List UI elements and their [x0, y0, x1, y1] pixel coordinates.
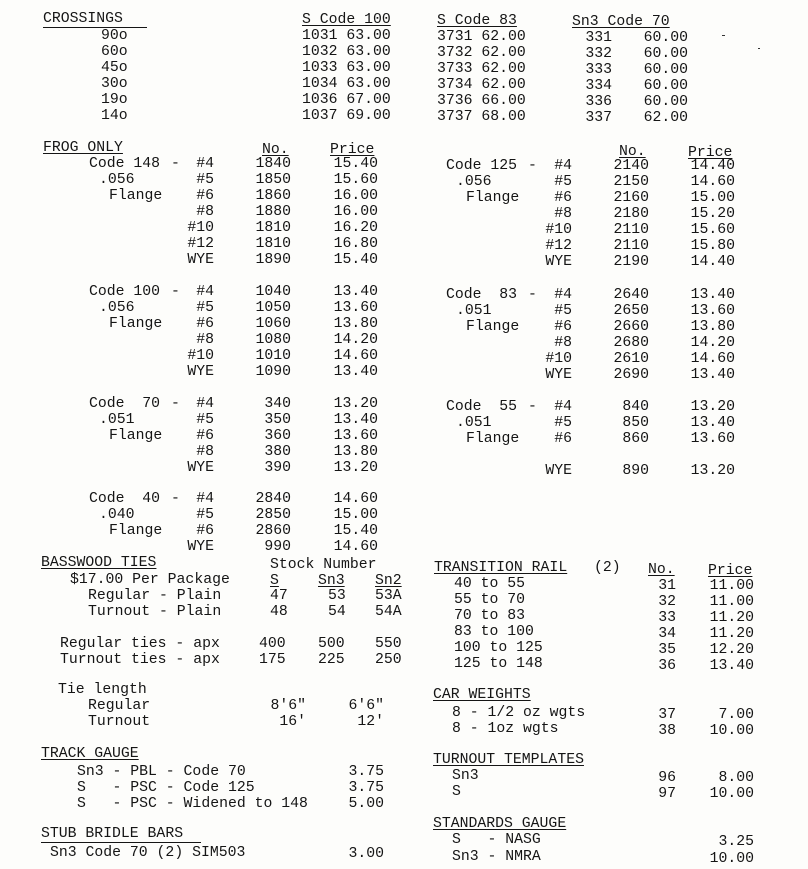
basswood-col-sn3: Sn3 [318, 573, 345, 589]
stub-bridle-title-underline [41, 842, 201, 843]
frog-number: #5 [196, 172, 214, 188]
transition-number: 36 [658, 658, 676, 674]
frog-left-price-header: Price [330, 142, 375, 158]
frog-stock-number: 1060 [255, 316, 291, 332]
transition-label: 70 to 83 [454, 608, 526, 624]
crossings-title-underline [43, 27, 147, 28]
frog-price: 14.20 [333, 332, 378, 348]
tie-count-label: Turnout ties - apx [60, 652, 220, 668]
frog-stock-number: 350 [264, 412, 291, 428]
frog-price: 14.40 [690, 158, 735, 174]
frog-dash: - [528, 287, 537, 303]
frog-price: 13.40 [333, 364, 378, 380]
standards-gauge-price: 3.25 [718, 834, 754, 850]
crossing-angle: 14o [101, 108, 128, 124]
frog-gauge: .051 [456, 415, 492, 431]
frog-number: WYE [187, 460, 214, 476]
crossings-title: CROSSINGS [43, 11, 123, 27]
frog-price: 13.20 [333, 396, 378, 412]
frog-number: #8 [554, 335, 572, 351]
frog-price: 15.60 [690, 222, 735, 238]
frog-flange: Flange [109, 188, 163, 204]
frog-price: 13.20 [690, 399, 735, 415]
frog-number: #10 [187, 348, 214, 364]
frog-price: 14.40 [690, 254, 735, 270]
frog-price: 13.20 [333, 460, 378, 476]
tie-length-s: 8'6" [270, 698, 306, 714]
frog-number: #4 [554, 287, 572, 303]
frog-price: 13.40 [690, 415, 735, 431]
frog-number: #8 [554, 206, 572, 222]
tie-length-row-label: Regular [88, 698, 151, 714]
frog-number: WYE [187, 539, 214, 555]
frog-number: #12 [187, 236, 214, 252]
frog-price: 15.40 [333, 156, 378, 172]
crossing-s100-value: 1032 63.00 [302, 44, 391, 60]
frog-code: Code 55 [446, 399, 518, 415]
frog-stock-number: 1040 [255, 284, 291, 300]
frog-right-price-header: Price [688, 145, 733, 161]
basswood-s-number: 48 [270, 604, 288, 620]
transition-label: 125 to 148 [454, 656, 543, 672]
template-price: 8.00 [718, 770, 754, 786]
crossing-sn3-number: 332 [585, 46, 612, 62]
frog-number: #6 [196, 316, 214, 332]
frog-code: Code 148 [89, 156, 161, 172]
frog-number: #10 [545, 222, 572, 238]
crossing-s83-value: 3734 62.00 [437, 77, 526, 93]
frog-stock-number: 1880 [255, 204, 291, 220]
basswood-col-sn2: Sn2 [375, 573, 402, 589]
crossing-sn3-number: 336 [585, 94, 612, 110]
frog-stock-number: 1010 [255, 348, 291, 364]
basswood-s-number: 47 [270, 588, 288, 604]
track-gauge-price: 3.75 [348, 780, 384, 796]
crossing-angle: 19o [101, 92, 128, 108]
frog-stock-number: 850 [622, 415, 649, 431]
crossing-sn3-price: 60.00 [643, 46, 688, 62]
tie-count-sn2: 250 [375, 652, 402, 668]
template-label: Sn3 [452, 768, 479, 784]
standards-gauge-label: S - NASG [452, 832, 541, 848]
crossing-s83-value: 3732 62.00 [437, 45, 526, 61]
track-gauge-label: Sn3 - PBL - Code 70 [77, 764, 246, 780]
frog-stock-number: 2140 [613, 158, 649, 174]
frog-number: #12 [545, 238, 572, 254]
basswood-sn3-number: 54 [328, 604, 346, 620]
frog-stock-number: 2110 [613, 238, 649, 254]
frog-price: 16.20 [333, 220, 378, 236]
frog-price: 14.60 [690, 351, 735, 367]
crossing-angle: 60o [101, 44, 128, 60]
crossing-angle: 90o [101, 28, 128, 44]
basswood-row-label: Turnout - Plain [88, 604, 222, 620]
tie-count-sn3: 225 [318, 652, 345, 668]
frog-price: 15.00 [333, 507, 378, 523]
transition-price: 11.20 [709, 610, 754, 626]
tie-count-sn2: 550 [375, 636, 402, 652]
transition-number: 35 [658, 642, 676, 658]
transition-number: 32 [658, 594, 676, 610]
frog-stock-number: 2660 [613, 319, 649, 335]
crossing-sn3-number: 333 [585, 62, 612, 78]
frog-number: #4 [196, 284, 214, 300]
frog-number: #6 [554, 319, 572, 335]
frog-price: 14.60 [333, 348, 378, 364]
basswood-sn3-number: 53 [328, 588, 346, 604]
transition-title: TRANSITION RAIL [434, 560, 568, 576]
standards-gauge-label: Sn3 - NMRA [452, 849, 541, 865]
frog-dash: - [171, 396, 180, 412]
track-gauge-price: 5.00 [348, 796, 384, 812]
frog-number: #5 [554, 174, 572, 190]
transition-price: 11.00 [709, 594, 754, 610]
frog-gauge: .051 [456, 303, 492, 319]
basswood-sn2-number: 54A [375, 604, 402, 620]
basswood-sn2-number: 53A [375, 588, 402, 604]
frog-stock-number: 860 [622, 431, 649, 447]
frog-number: #4 [554, 399, 572, 415]
frog-number: WYE [545, 254, 572, 270]
template-price: 10.00 [709, 786, 754, 802]
frog-price: 13.40 [690, 367, 735, 383]
crossing-s83-value: 3736 66.00 [437, 93, 526, 109]
crossing-sn3-price: 60.00 [643, 62, 688, 78]
basswood-col-s: S [270, 573, 279, 589]
frog-stock-number: 840 [622, 399, 649, 415]
crossing-s100-value: 1034 63.00 [302, 76, 391, 92]
frog-price: 14.60 [333, 539, 378, 555]
frog-number: #5 [196, 507, 214, 523]
frog-price: 16.00 [333, 188, 378, 204]
frog-price: 13.80 [333, 444, 378, 460]
frog-number: #6 [554, 431, 572, 447]
frog-price: 15.40 [333, 523, 378, 539]
frog-left-no-header: No. [262, 142, 289, 158]
frog-number: #6 [196, 188, 214, 204]
frog-stock-number: 1890 [255, 252, 291, 268]
frog-only-title: FROG ONLY [43, 140, 123, 156]
frog-stock-number: 2650 [613, 303, 649, 319]
car-weight-number: 38 [658, 723, 676, 739]
frog-stock-number: 2610 [613, 351, 649, 367]
frog-code: Code 100 [89, 284, 161, 300]
car-weight-label: 8 - 1oz wgts [452, 721, 559, 737]
crossing-sn3-price: 60.00 [643, 78, 688, 94]
frog-number: WYE [187, 364, 214, 380]
scan-speck [722, 35, 725, 36]
frog-price: 15.40 [333, 252, 378, 268]
frog-stock-number: 2690 [613, 367, 649, 383]
tie-length-sn3: 6'6" [348, 698, 384, 714]
frog-gauge: .040 [99, 507, 135, 523]
standards-gauge-title: STANDARDS GAUGE [433, 816, 567, 832]
track-gauge-title: TRACK GAUGE [41, 746, 139, 762]
crossing-s83-value: 3733 62.00 [437, 61, 526, 77]
transition-price: 11.20 [709, 626, 754, 642]
frog-stock-number: 360 [264, 428, 291, 444]
transition-price-header: Price [708, 563, 753, 579]
frog-price: 15.00 [690, 190, 735, 206]
frog-number: #8 [196, 204, 214, 220]
frog-price: 13.60 [690, 431, 735, 447]
frog-stock-number: 1850 [255, 172, 291, 188]
frog-price: 13.80 [333, 316, 378, 332]
frog-number: #10 [187, 220, 214, 236]
tie-count-sn3: 500 [318, 636, 345, 652]
car-weight-label: 8 - 1/2 oz wgts [452, 705, 586, 721]
frog-stock-number: 1860 [255, 188, 291, 204]
frog-flange: Flange [466, 319, 520, 335]
frog-price: 16.00 [333, 204, 378, 220]
crossing-angle: 45o [101, 60, 128, 76]
transition-label: 83 to 100 [454, 624, 534, 640]
frog-price: 13.60 [333, 428, 378, 444]
frog-number: #6 [554, 190, 572, 206]
frog-price: 15.60 [333, 172, 378, 188]
frog-number: #6 [196, 428, 214, 444]
frog-number: #5 [554, 415, 572, 431]
crossings-header-sn3: Sn3 Code 70 [572, 14, 670, 30]
crossings-header-s100: S Code 100 [302, 12, 391, 28]
frog-stock-number: 2150 [613, 174, 649, 190]
car-weight-price: 10.00 [709, 723, 754, 739]
frog-price: 13.40 [690, 287, 735, 303]
transition-price: 13.40 [709, 658, 754, 674]
track-gauge-label: S - PSC - Widened to 148 [77, 796, 308, 812]
turnout-templates-title: TURNOUT TEMPLATES [433, 752, 584, 768]
frog-stock-number: 2860 [255, 523, 291, 539]
track-gauge-price: 3.75 [348, 764, 384, 780]
stub-bridle-title: STUB BRIDLE BARS [41, 826, 184, 842]
crossing-sn3-number: 331 [585, 30, 612, 46]
frog-number: #8 [196, 332, 214, 348]
frog-code: Code 40 [89, 491, 161, 507]
frog-number: #4 [196, 491, 214, 507]
frog-stock-number: 890 [622, 463, 649, 479]
crossing-sn3-price: 60.00 [643, 94, 688, 110]
crossings-header-s83: S Code 83 [437, 13, 517, 29]
standards-gauge-price: 10.00 [709, 851, 754, 867]
frog-dash: - [171, 284, 180, 300]
stub-bridle-price: 3.00 [348, 846, 384, 862]
crossing-s83-value: 3737 68.00 [437, 109, 526, 125]
template-number: 96 [658, 770, 676, 786]
tie-length-s: 16' [279, 714, 306, 730]
frog-dash: - [171, 491, 180, 507]
frog-stock-number: 380 [264, 444, 291, 460]
frog-stock-number: 990 [264, 539, 291, 555]
transition-number: 31 [658, 578, 676, 594]
crossing-s83-value: 3731 62.00 [437, 29, 526, 45]
frog-right-no-header: No. [619, 144, 646, 160]
frog-stock-number: 2110 [613, 222, 649, 238]
frog-stock-number: 2180 [613, 206, 649, 222]
tie-length-label: Tie length [58, 682, 147, 698]
tie-length-row-label: Turnout [88, 714, 151, 730]
crossing-s100-value: 1031 63.00 [302, 28, 391, 44]
frog-number: #4 [196, 156, 214, 172]
frog-dash: - [528, 399, 537, 415]
crossing-angle: 30o [101, 76, 128, 92]
transition-number: 34 [658, 626, 676, 642]
frog-number: #5 [196, 412, 214, 428]
frog-price: 13.20 [690, 463, 735, 479]
frog-flange: Flange [466, 431, 520, 447]
template-label: S [452, 784, 461, 800]
crossing-sn3-number: 334 [585, 78, 612, 94]
frog-stock-number: 1840 [255, 156, 291, 172]
crossing-s100-value: 1033 63.00 [302, 60, 391, 76]
car-weight-number: 37 [658, 707, 676, 723]
frog-stock-number: 2640 [613, 287, 649, 303]
transition-number: 33 [658, 610, 676, 626]
frog-price: 13.60 [690, 303, 735, 319]
frog-stock-number: 1810 [255, 236, 291, 252]
car-weight-price: 7.00 [718, 707, 754, 723]
frog-stock-number: 2680 [613, 335, 649, 351]
frog-number: WYE [545, 367, 572, 383]
frog-price: 13.80 [690, 319, 735, 335]
basswood-row-label: Regular - Plain [88, 588, 222, 604]
frog-price: 14.20 [690, 335, 735, 351]
frog-code: Code 70 [89, 396, 161, 412]
transition-no-header: No. [648, 562, 675, 578]
track-gauge-label: S - PSC - Code 125 [77, 780, 255, 796]
frog-price: 13.60 [333, 300, 378, 316]
transition-label: 55 to 70 [454, 592, 526, 608]
frog-gauge: .051 [99, 412, 135, 428]
frog-flange: Flange [109, 316, 163, 332]
frog-number: WYE [545, 463, 572, 479]
transition-qty: (2) [594, 560, 621, 576]
frog-stock-number: 2840 [255, 491, 291, 507]
frog-price: 14.60 [690, 174, 735, 190]
frog-stock-number: 2160 [613, 190, 649, 206]
tie-count-label: Regular ties - apx [60, 636, 220, 652]
frog-flange: Flange [109, 428, 163, 444]
transition-label: 40 to 55 [454, 576, 526, 592]
frog-number: #10 [545, 351, 572, 367]
crossing-sn3-price: 60.00 [643, 30, 688, 46]
crossing-s100-value: 1036 67.00 [302, 92, 391, 108]
basswood-stock-number-label: Stock Number [270, 557, 377, 573]
transition-price: 12.20 [709, 642, 754, 658]
crossing-sn3-number: 337 [585, 110, 612, 126]
frog-price: 16.80 [333, 236, 378, 252]
frog-dash: - [528, 158, 537, 174]
transition-label: 100 to 125 [454, 640, 543, 656]
tie-count-s: 175 [259, 652, 286, 668]
frog-flange: Flange [466, 190, 520, 206]
frog-stock-number: 390 [264, 460, 291, 476]
frog-number: #6 [196, 523, 214, 539]
frog-number: #4 [554, 158, 572, 174]
crossing-s100-value: 1037 69.00 [302, 108, 391, 124]
frog-stock-number: 1080 [255, 332, 291, 348]
tie-count-s: 400 [259, 636, 286, 652]
car-weights-title: CAR WEIGHTS [433, 687, 531, 703]
frog-stock-number: 2850 [255, 507, 291, 523]
basswood-title: BASSWOOD TIES [41, 555, 157, 571]
frog-number: WYE [187, 252, 214, 268]
frog-stock-number: 1810 [255, 220, 291, 236]
transition-price: 11.00 [709, 578, 754, 594]
frog-price: 15.20 [690, 206, 735, 222]
frog-price: 13.40 [333, 284, 378, 300]
frog-code: Code 125 [446, 158, 518, 174]
frog-gauge: .056 [456, 174, 492, 190]
frog-code: Code 83 [446, 287, 518, 303]
frog-gauge: .056 [99, 300, 135, 316]
frog-flange: Flange [109, 523, 163, 539]
crossing-sn3-price: 62.00 [643, 110, 688, 126]
frog-price: 15.80 [690, 238, 735, 254]
template-number: 97 [658, 786, 676, 802]
scan-speck [758, 48, 760, 49]
frog-number: #5 [196, 300, 214, 316]
stub-bridle-label: Sn3 Code 70 (2) SIM503 [50, 845, 246, 861]
frog-price: 13.40 [333, 412, 378, 428]
frog-gauge: .056 [99, 172, 135, 188]
frog-stock-number: 1050 [255, 300, 291, 316]
frog-number: #4 [196, 396, 214, 412]
frog-stock-number: 1090 [255, 364, 291, 380]
frog-number: #5 [554, 303, 572, 319]
frog-stock-number: 340 [264, 396, 291, 412]
basswood-per-package-label: $17.00 Per Package [70, 572, 230, 588]
frog-dash: - [171, 156, 180, 172]
frog-stock-number: 2190 [613, 254, 649, 270]
tie-length-sn3: 12' [357, 714, 384, 730]
frog-number: #8 [196, 444, 214, 460]
frog-price: 14.60 [333, 491, 378, 507]
